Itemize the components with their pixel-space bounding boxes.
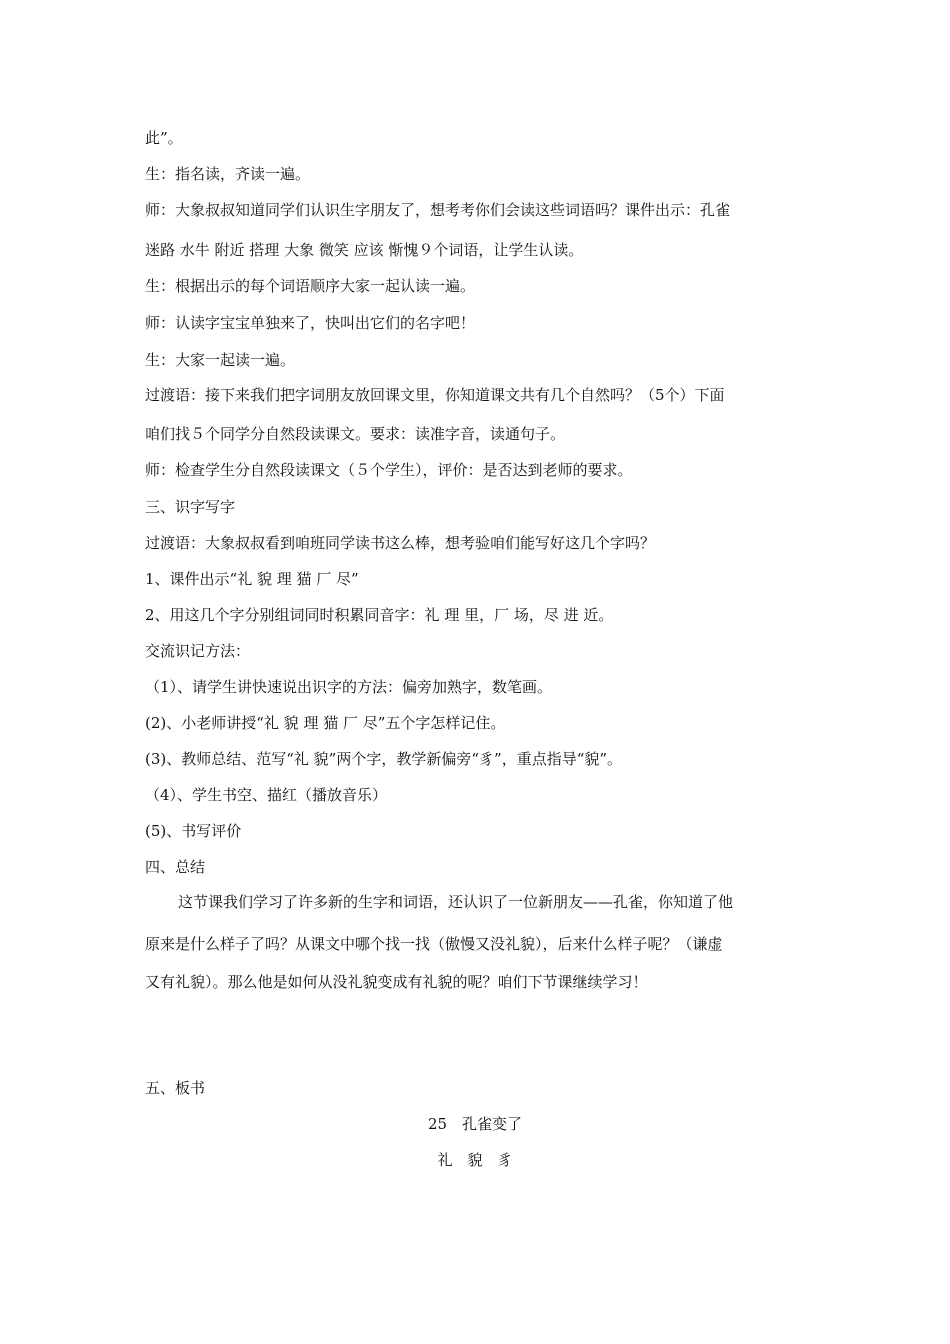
list-item: （1）、请学生讲快速说出识字的方法：偏旁加熟字，数笔画。: [145, 678, 553, 696]
list-item: （4）、学生书空、描红（播放音乐）: [145, 786, 388, 804]
text-line: 迷路 水牛 附近 搭理 大象 微笑 应该 惭愧９个词语，让学生认读。: [145, 241, 584, 259]
text-line: 生：指名读，齐读一遍。: [145, 165, 311, 183]
text-line: 原来是什么样子了吗？从课文中哪个找一找（傲慢又没礼貌），后来什么样子呢？（谦虚: [145, 935, 723, 953]
text-line: 1、课件出示“礼 貌 理 猫 厂 尽”: [145, 570, 359, 588]
text-line: 生：大家一起读一遍。: [145, 351, 296, 369]
list-item: (2)、小老师讲授“礼 貌 理 猫 厂 尽”五个字怎样记住。: [145, 714, 506, 732]
text-line: 过渡语：大象叔叔看到咱班同学读书这么棒，想考验咱们能写好这几个字吗？: [145, 534, 656, 552]
list-item: (5)、书写评价: [145, 822, 242, 840]
text-line: 生：根据出示的每个词语顺序大家一起认读一遍。: [145, 277, 476, 295]
text-line: 师：认读字宝宝单独来了，快叫出它们的名字吧！: [145, 314, 476, 332]
section-heading: 四、总结: [145, 858, 206, 876]
text-line: 咱们找５个同学分自然段读课文。要求：读准字音，读通句子。: [145, 425, 566, 443]
text-line: 这节课我们学习了许多新的生字和词语，还认识了一位新朋友——孔雀，你知道了他: [178, 893, 734, 911]
text-line: 2、用这几个字分别组词同时积累同音字：礼 理 里，厂 场，尽 进 近。: [145, 606, 614, 624]
section-heading: 五、板书: [145, 1079, 206, 1097]
section-heading: 三、识字写字: [145, 498, 236, 516]
text-line: 此”。: [145, 129, 183, 147]
text-line: 师：检查学生分自然段读课文（５个学生），评价：是否达到老师的要求。: [145, 461, 633, 479]
text-line: 交流识记方法：: [145, 642, 251, 660]
board-title: 25 孔雀变了: [427, 1115, 523, 1133]
list-item: (3)、教师总结、范写“礼 貌”两个字，教学新偏旁“豸”，重点指导“貌”。: [145, 750, 623, 768]
board-characters: 礼 貌 豸: [437, 1151, 513, 1169]
text-line: 师：大象叔叔知道同学们认识生字朋友了，想考考你们会读这些词语吗？课件出示：孔雀: [145, 201, 731, 219]
text-line: 过渡语：接下来我们把字词朋友放回课文里，你知道课文共有几个自然吗？（5个）下面: [145, 386, 725, 404]
text-line: 又有礼貌）。那么他是如何从没礼貌变成有礼貌的呢？咱们下节课继续学习！: [145, 973, 648, 991]
